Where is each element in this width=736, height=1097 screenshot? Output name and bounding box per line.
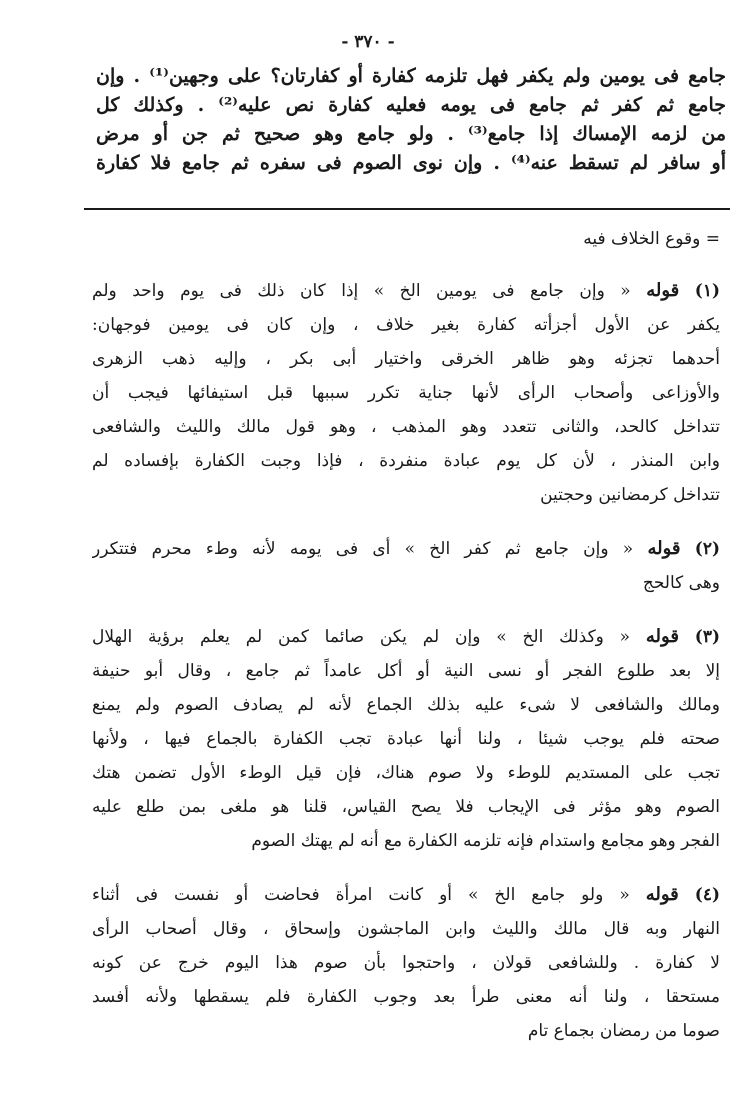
footnote-number: (٤) [694, 885, 720, 905]
footnote-line: وهى كالحج [642, 573, 720, 593]
footnote-separator [84, 208, 730, 210]
footnote-line: ومالك والشافعى لا شىء عليه بذلك الجماع لأنه لم يصادف الصوم ولم يمنع [92, 695, 720, 715]
footnote-line [92, 532, 720, 566]
footnote-line: الصوم وهو مؤثر فى الإيجاب فلا يصح القياس، قلنا هو ملغى بمن طلع عليه [92, 797, 720, 817]
main-text-line: من لزمه الإمساك إذا جامع⁽³⁾ . ولو جامع وهو صحيح ثم جن أو مرض [96, 123, 726, 145]
footnote-line: أحدهما تجزئه وهو ظاهر الخرقى واختيار أبى بكر ، وإليه ذهب الزهرى [92, 349, 720, 369]
footnote-continuation: = وقوع الخلاف فيه [583, 229, 720, 249]
footnote-marker: قوله [645, 626, 679, 647]
footnote-line [92, 620, 720, 654]
footnote-number: (٣) [694, 627, 720, 647]
footnote-line: والأوزاعى وأصحاب الرأى لأنها جناية تكرر سببها قبل استيفائها فيجب أن [92, 383, 720, 403]
footnote-marker: قوله [645, 884, 679, 905]
footnote-line: يكفر عن الأول أجزأته كفارة بغير خلاف ، وإن كان فى يومين فوجهان: [92, 315, 720, 335]
footnotes-section [92, 222, 720, 1068]
main-text-line: جامع ثم كفر ثم جامع فى يومه فعليه كفارة نص عليه⁽²⁾ . وكذلك كل [96, 94, 726, 116]
footnote-line: صحته فلم يوجب شيئا ، ولنا أنها عبادة تجب الكفارة بالجماع فيها ، ولأنها [92, 729, 720, 749]
footnote-text: « وإن جامع ثم كفر الخ » أى فى يومه لأنه وطء محرم فتتكرر [92, 539, 634, 559]
footnote-line: مستحقا ، ولنا أنه معنى طرأ بعد وجوب الكفارة فلم يسقطها ولأنه أفسد [92, 987, 720, 1007]
footnote-text: « وإن جامع فى يومين الخ » إذا كان ذلك فى يوم واحد ولم [92, 281, 631, 301]
footnote-line [92, 274, 720, 308]
footnote-line: وابن المنذر ، لأن كل يوم عبادة منفردة ، فإذا وجبت الكفارة بإفساده لم [92, 451, 720, 471]
footnote-text: « وكذلك الخ » وإن لم يكن صائما كمن لم يعلم برؤية الهلال [92, 627, 631, 647]
footnote-1 [92, 274, 720, 512]
footnote-marker: قوله [647, 538, 681, 559]
footnote-4 [92, 878, 720, 1048]
footnote-2 [92, 532, 720, 600]
footnote-line: تجب على المستديم للوطء ولا صوم هناك، فإن قيل الوطء الأول تضمن هتك [92, 763, 720, 783]
main-text-line: جامع فى يومين ولم يكفر فهل تلزمه كفارة أو كفارتان؟ على وجهين⁽¹⁾ . وإن [96, 65, 726, 87]
footnote-line: تتداخل كرمضانين وحجتين [540, 485, 720, 505]
footnote-line: لا كفارة . وللشافعى قولان ، واحتجوا بأن صوم هذا اليوم خرج عن كونه [92, 953, 720, 973]
main-text-line: أو سافر لم تسقط عنه⁽⁴⁾ . وإن نوى الصوم فى سفره ثم جامع فلا كفارة [96, 152, 726, 174]
footnote-line: الفجر وهو مجامع واستدام فإنه تلزمه الكفارة مع أنه لم يهتك الصوم [251, 831, 720, 851]
footnote-number: (١) [694, 281, 720, 301]
footnote-text: « ولو جامع الخ » أو كانت امرأة فحاضت أو نفست فى أثناء [92, 885, 630, 905]
footnote-3 [92, 620, 720, 858]
footnote-line: صوما من رمضان بجماع تام [527, 1021, 720, 1041]
footnote-line [92, 878, 720, 912]
page-number: - ٣٧٠ - [341, 32, 395, 52]
main-text-body [96, 62, 726, 178]
footnote-marker: قوله [646, 280, 680, 301]
footnote-line: إلا بعد طلوع الفجر أو نسى النية أو أكل عامداً ثم جامع ، وقال أبو حنيفة [92, 661, 720, 681]
footnote-line: تتداخل كالحد، والثانى تتعدد وهو المذهب ، وهو قول مالك والليث والشافعى [92, 417, 720, 437]
footnote-number: (٢) [694, 539, 720, 559]
footnote-line: النهار وبه قال مالك والليث وابن الماجشون وإسحاق ، وقال أصحاب الرأى [92, 919, 720, 939]
